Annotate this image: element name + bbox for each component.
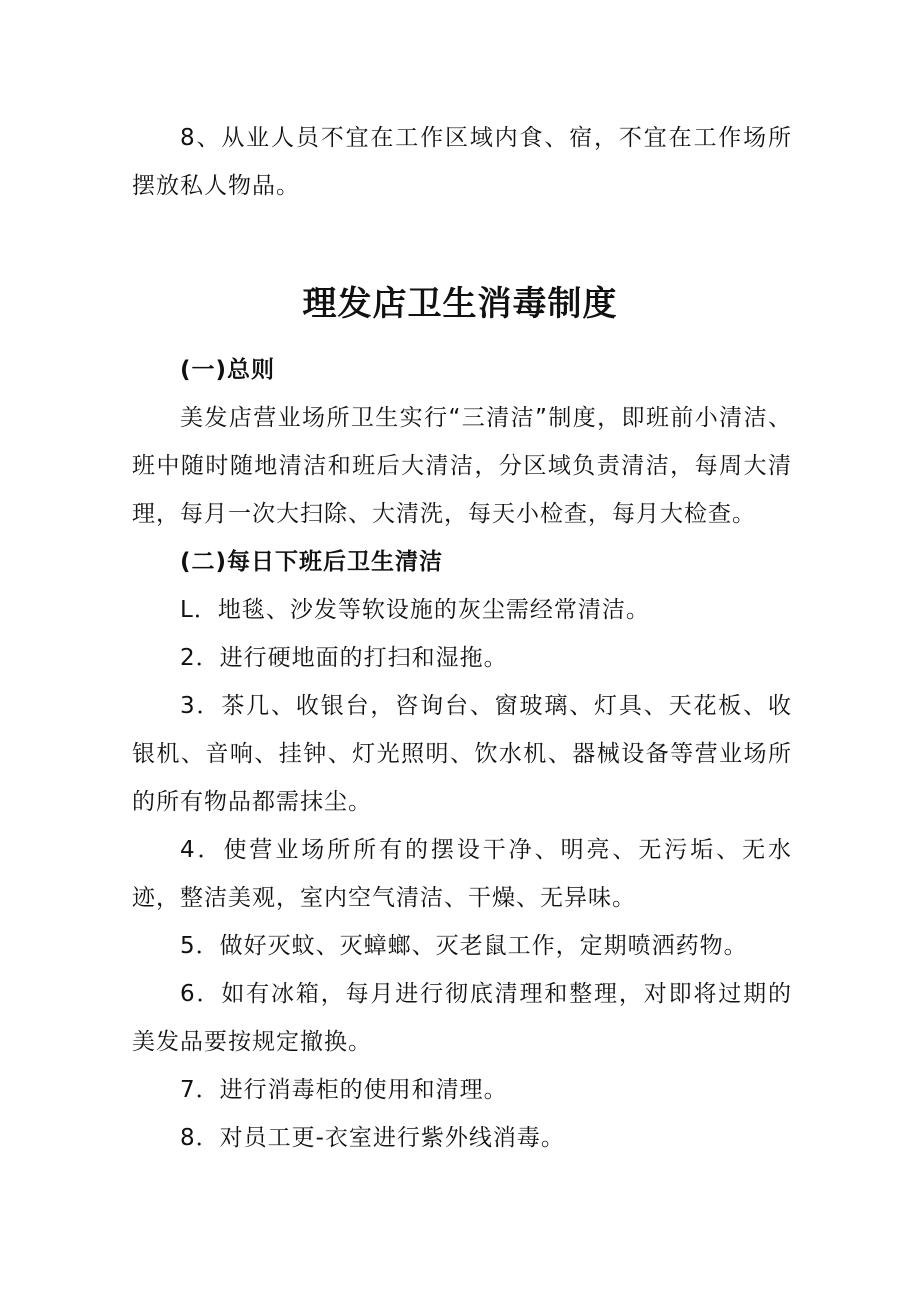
list-item-2: 2．进行硬地面的打扫和湿拖。 (180, 645, 508, 671)
section-1-body: 美发店营业场所卫生实行“三清洁”制度，即班前小清洁、班中随时随地清洁和班后大清洁，分区域负责清洁，每周大清理，每月一次大扫除、大清洗，每天小检查，每月大检查。 (132, 405, 792, 527)
list-item-8: 8．对员工更-衣室进行紫外线消毒。 (180, 1125, 565, 1151)
list-item-4: 4．使营业场所所有的摆设干净、明亮、无污垢、无水迹，整洁美观，室内空气清洁、干燥、无异味。 (132, 837, 792, 911)
list-item-5: 5．做好灭蚊、灭蟑螂、灭老鼠工作，定期喷洒药物。 (180, 933, 748, 959)
list-item-7: 7．进行消毒柜的使用和清理。 (180, 1077, 508, 1103)
top-item-8: 8、从业人员不宜在工作区域内食、宿，不宜在工作场所摆放私人物品。 (132, 125, 792, 199)
list-item-3: 3．茶几、收银台，咨询台、窗玻璃、灯具、天花板、收银机、音响、挂钟、灯光照明、饮水机、器械设备等营业场所的所有物品都需抹尘。 (132, 693, 792, 815)
section-2-heading: (二)每日下班后卫生清洁 (180, 549, 444, 575)
page-title: 理发店卫生消毒制度 (302, 284, 618, 324)
list-item-1: L．地毯、沙发等软设施的灰尘需经常清洁。 (180, 597, 650, 623)
section-1-heading: (一)总则 (180, 357, 276, 383)
list-item-6: 6．如有冰箱，每月进行彻底清理和整理，对即将过期的美发品要按规定撤换。 (132, 981, 792, 1055)
